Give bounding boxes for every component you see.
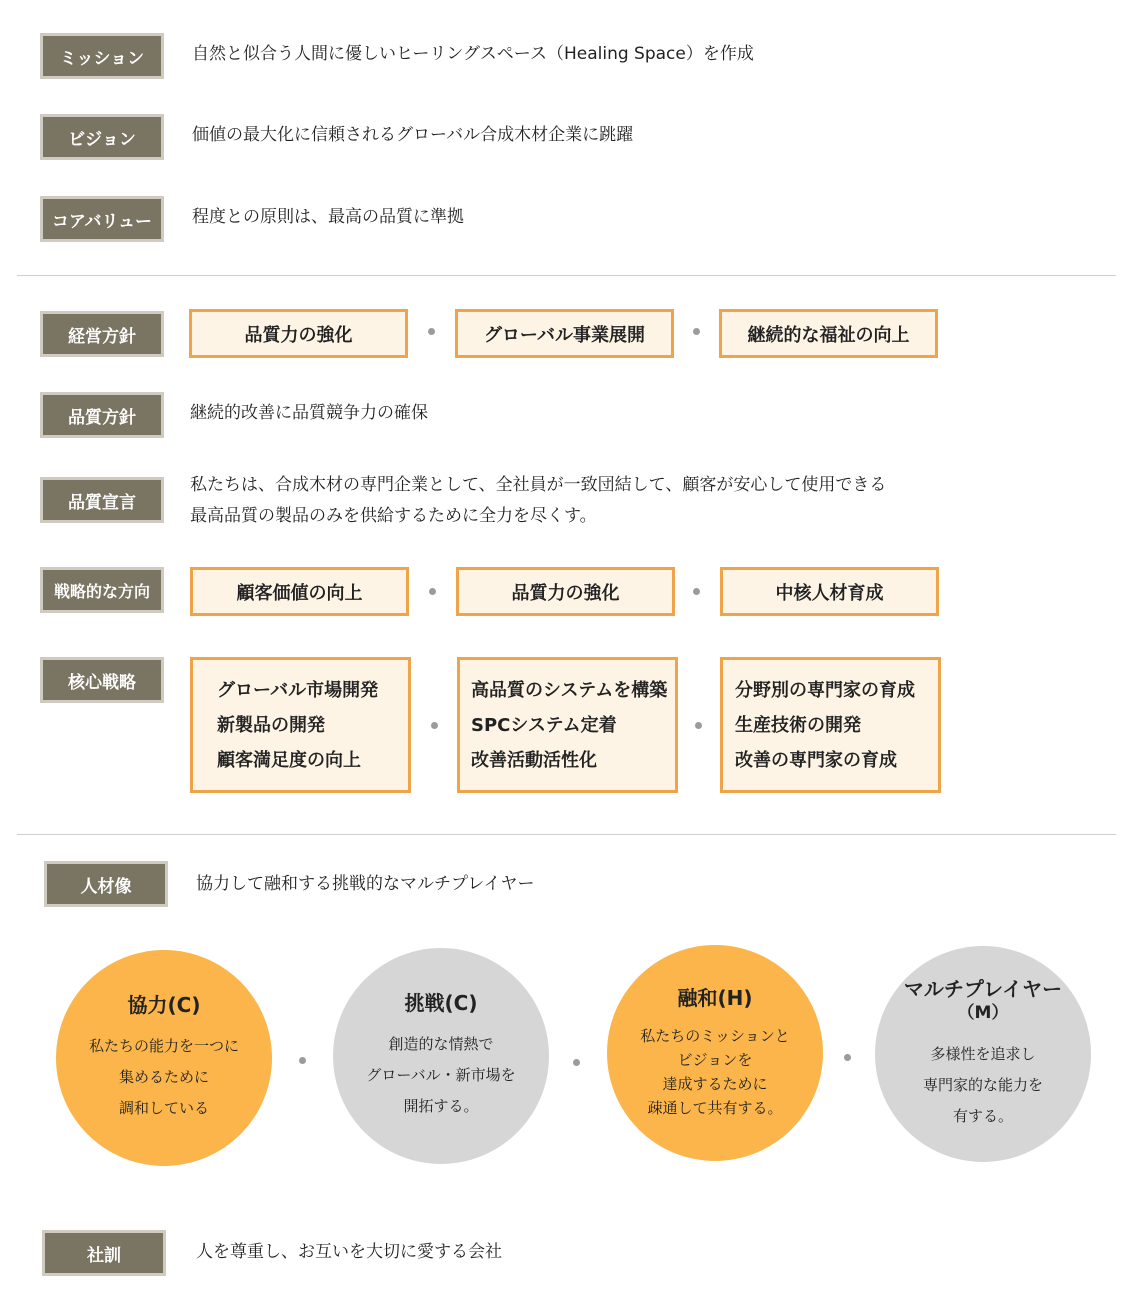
separator-dot xyxy=(431,722,438,729)
quality-declaration-line: 私たちは、合成木材の専門企業として、全社員が一致団結して、顧客が安心して使用できる xyxy=(190,475,887,495)
talent-circle-harmony xyxy=(607,945,823,1161)
quality-policy-text: 継続的改善に品質競争力の確保 xyxy=(190,403,428,423)
circle-title: 協力(C) xyxy=(127,992,201,1017)
circle-line: 創造的な情熱で xyxy=(388,1034,494,1053)
talent-text: 協力して融和する挑戦的なマルチプレイヤー xyxy=(196,874,535,894)
vision-label: ビジョン xyxy=(40,114,164,160)
quality-policy-label: 品質方針 xyxy=(40,392,164,438)
motto-label: 社訓 xyxy=(42,1230,166,1276)
strategic-direction-item: 顧客価値の向上 xyxy=(190,567,409,616)
strategic-direction-item: 中核人材育成 xyxy=(720,567,939,616)
separator-dot xyxy=(844,1054,851,1061)
talent-circle-cooperation xyxy=(56,950,272,1166)
motto-text: 人を尊重し、お互いを大切に愛する会社 xyxy=(196,1242,502,1262)
circle-title: マルチプレイヤー xyxy=(903,976,1063,1001)
separator-dot xyxy=(695,722,702,729)
core-value-label: コアバリュー xyxy=(40,196,164,242)
vision-text: 価値の最大化に信頼されるグローバル合成木材企業に跳躍 xyxy=(192,125,634,145)
core-strategy-group xyxy=(190,657,411,793)
circle-line: グローバル・新市場を xyxy=(366,1065,516,1084)
core-strategy-item: 改善の専門家の育成 xyxy=(735,749,897,771)
management-policy-item: 品質力の強化 xyxy=(189,309,408,358)
separator-dot xyxy=(428,328,435,335)
circle-title-suffix: （M） xyxy=(957,1002,1009,1023)
separator-dot xyxy=(429,588,436,595)
management-policy-item: グローバル事業展開 xyxy=(455,309,674,358)
core-strategy-item: SPCシステム定着 xyxy=(471,714,617,736)
circle-line: 私たちのミッションと xyxy=(640,1027,790,1045)
quality-declaration-line: 最高品質の製品のみを供給するために全力を尽くす。 xyxy=(190,506,597,526)
strategic-direction-label: 戦略的な方向 xyxy=(40,567,164,613)
circle-title: 融和(H) xyxy=(677,986,753,1010)
circle-line: 有する。 xyxy=(952,1106,1013,1125)
talent-circle-challenge xyxy=(333,948,549,1164)
separator-dot xyxy=(573,1059,580,1066)
section-divider xyxy=(17,275,1116,276)
circle-line: 集めるために xyxy=(118,1067,209,1086)
core-strategy-label: 核心戦略 xyxy=(40,657,164,703)
core-strategy-item: 顧客満足度の向上 xyxy=(217,749,361,771)
management-policy-item: 継続的な福祉の向上 xyxy=(719,309,938,358)
circle-line: 私たちの能力を一つに xyxy=(88,1036,239,1055)
circle-line: 調和している xyxy=(118,1098,209,1117)
circle-line: 疎通して共有する。 xyxy=(647,1099,783,1117)
circle-line: 多様性を追求し xyxy=(930,1044,1036,1063)
quality-declaration-label: 品質宣言 xyxy=(40,477,164,523)
mission-label: ミッション xyxy=(40,33,164,79)
core-strategy-item: 生産技術の開発 xyxy=(735,714,861,736)
core-strategy-item: グローバル市場開発 xyxy=(217,679,379,701)
management-policy-label: 経営方針 xyxy=(40,311,164,357)
separator-dot xyxy=(299,1057,306,1064)
core-value-text: 程度との原則は、最高の品質に準拠 xyxy=(192,207,464,227)
separator-dot xyxy=(693,588,700,595)
core-strategy-item: 新製品の開発 xyxy=(217,714,325,736)
core-strategy-item: 改善活動活性化 xyxy=(471,749,597,771)
section-divider xyxy=(17,834,1116,835)
core-strategy-group xyxy=(457,657,678,793)
mission-text: 自然と似合う人間に優しいヒーリングスペース（Healing Space）を作成 xyxy=(192,44,754,64)
separator-dot xyxy=(693,328,700,335)
talent-label: 人材像 xyxy=(44,861,168,907)
circle-line: ビジョンを xyxy=(677,1051,753,1069)
circle-line: 開拓する。 xyxy=(403,1096,479,1115)
core-strategy-item: 分野別の専門家の育成 xyxy=(735,679,915,701)
circle-line: 専門家的な能力を xyxy=(922,1075,1043,1094)
circle-title: 挑戦(C) xyxy=(404,990,478,1015)
circle-line: 達成するために xyxy=(662,1075,768,1093)
core-strategy-group xyxy=(720,657,941,793)
core-strategy-item: 高品質のシステムを構築 xyxy=(471,679,668,701)
strategic-direction-item: 品質力の強化 xyxy=(456,567,675,616)
talent-circle-multiplayer xyxy=(875,946,1091,1162)
